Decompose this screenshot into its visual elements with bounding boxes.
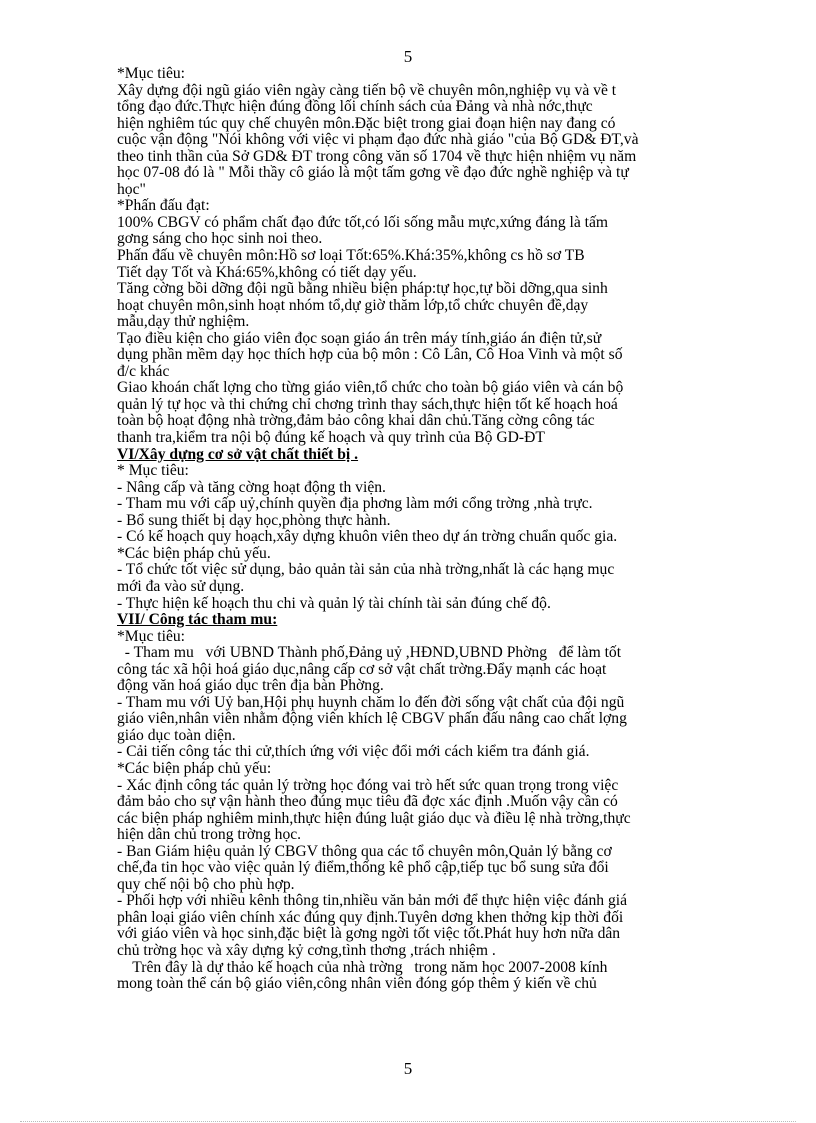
list-item: - Cải tiến công tác thi cử,thích ứng với việc đổi mới cách kiểm tra đánh giá. — [117, 743, 590, 761]
text-line: tổng đạo đức.Thực hiện đúng đồng lối chính sách của Đảng và nhà nớc,thực — [117, 98, 593, 116]
text-line: công tác xã hội hoá giáo dục,nâng cấp cơ sở vật chất trờng.Đẩy mạnh các hoạt — [117, 660, 607, 678]
text-line: với giáo viên và học sinh,đặc biệt là gơng ngời tốt việc tốt.Phát huy hơn nữa dân — [117, 925, 621, 943]
text-line: đ/c khác — [117, 362, 170, 380]
page-number-top: 5 — [403, 47, 413, 66]
text-line: giáo dục toàn diện. — [117, 726, 236, 744]
text-line: mẫu,dạy thử nghiệm. — [117, 313, 250, 331]
text-line: học 07-08 đó là " Mỗi thầy cô giáo là một tấm gơng về đạo đức nghề nghiệp và tự — [117, 164, 629, 182]
text-line: hiện nghiêm túc quy chế chuyên môn.Đặc biệt trong giai đoạn hiện nay đang có — [117, 114, 616, 132]
section-heading: VI/Xây dựng cơ sở vật chất thiết bị . — [117, 445, 359, 463]
text-line: cuộc vận động "Nói không với việc vi phạm đạo đức nhà giáo "của Bộ GD& ĐT,và — [117, 131, 639, 149]
text-line: Tăng cờng bồi dỡng đội ngũ bằng nhiều biện pháp:tự học,tự bồi dỡng,qua sinh — [117, 280, 608, 298]
list-item: - Phối hợp với nhiều kênh thông tin,nhiều văn bản mới để thực hiện việc đánh giá — [117, 892, 628, 910]
text-line: chế,đa tin học vào việc quản lý điểm,thống kê phổ cập,tiếp tục bổ sung sửa đổi — [117, 859, 609, 877]
text-line: Phấn đấu về chuyên môn:Hồ sơ loại Tốt:65%.Khá:35%,không cs hồ sơ TB — [117, 247, 585, 265]
text-line: *Mục tiêu: — [117, 627, 185, 645]
text-line: *Phấn đấu đạt: — [117, 197, 210, 215]
page-number-bottom: 5 — [403, 1059, 413, 1078]
text-line: gơng sáng cho học sinh noi theo. — [117, 230, 323, 248]
list-item: - Thực hiện kế hoạch thu chi và quản lý tài chính tài sản đúng chế độ. — [117, 594, 551, 612]
list-item: - Tham mu với cấp uỷ,chính quyền địa phơng làm mới cổng trờng ,nhà trực. — [117, 495, 593, 513]
text-line: mới đa vào sử dụng. — [117, 577, 245, 595]
text-line: Tạo điều kiện cho giáo viên đọc soạn giáo án trên máy tính,giáo án điện tử,sử — [117, 329, 602, 347]
list-item: - Có kế hoạch quy hoạch,xây dựng khuôn viên theo dự án trờng chuẩn quốc gia. — [117, 528, 618, 546]
text-line: theo tinh thần của Sở GD& ĐT trong công văn số 1704 về thực hiện nhiệm vụ năm — [117, 147, 637, 165]
text-line: giáo viên,nhân viên nhằm động viên khích lệ CBGV phấn đấu nâng cao chất lợng — [117, 710, 627, 728]
text-line: mong toàn thể cán bộ giáo viên,công nhân viên đóng góp thêm ý kiến về chủ — [117, 975, 597, 993]
text-line: học" — [117, 180, 146, 198]
text-line: 100% CBGV có phẩm chất đạo đức tốt,có lối sống mẫu mực,xứng đáng là tấm — [117, 213, 609, 231]
list-item: - Tham mu với UBND Thành phố,Đảng uỷ ,HĐND,UBND Phờng để làm tốt — [117, 644, 622, 662]
text-line: chủ trờng học và xây dựng kỷ cơng,tình thơng ,trách nhiệm . — [117, 941, 496, 959]
text-line: hiện dân chủ trong trờng học. — [117, 826, 302, 844]
list-item: - Xác định công tác quản lý trờng học đóng vai trò hết sức quan trọng trong việc — [117, 776, 619, 794]
text-line: *Các biện pháp chủ yếu: — [117, 759, 272, 777]
text-line: hoạt chuyên môn,sinh hoạt nhóm tổ,dự giờ thăm lớp,tổ chức chuyên đề,dạy — [117, 296, 589, 314]
list-item: - Tham mu với Uỷ ban,Hội phụ huynh chăm lo đến đời sống vật chất của đội ngũ — [117, 693, 625, 711]
text-line: động văn hoá giáo dục trên địa bàn Phờng. — [117, 677, 384, 695]
text-line: Tiết dạy Tốt và Khá:65%,không có tiết dạy yếu. — [117, 263, 417, 281]
section-heading: VII/ Công tác tham mu: — [117, 611, 278, 629]
list-item: - Tổ chức tốt việc sử dụng, bảo quản tài sản của nhà trờng,nhất là các hạng mục — [117, 561, 615, 579]
text-line: Trên đây là dự thảo kế hoạch của nhà trờng trong năm học 2007-2008 kính — [117, 958, 608, 976]
page-bottom-divider — [20, 1121, 796, 1122]
list-item: - Nâng cấp và tăng cờng hoạt động th viện. — [117, 478, 386, 496]
text-line: đảm bảo cho sự vận hành theo đúng mục tiêu đã đợc xác định .Muốn vậy cần có — [117, 793, 618, 811]
text-line: toàn bộ hoạt động nhà trờng,đảm bảo công khai dân chủ.Tăng cờng công tác — [117, 412, 595, 430]
text-line: Xây dựng đội ngũ giáo viên ngày càng tiến bộ về chuyên môn,nghiệp vụ và về t — [117, 81, 617, 99]
text-line: dụng phần mềm dạy học thích hợp của bộ môn : Cô Lân, Cô Hoa Vinh và một số — [117, 346, 623, 364]
list-item: - Ban Giám hiệu quản lý CBGV thông qua các tổ chuyên môn,Quản lý bằng cơ — [117, 842, 612, 860]
list-item: - Bổ sung thiết bị dạy học,phòng thực hành. — [117, 511, 391, 529]
text-line: phân loại giáo viên chính xác đúng quy định.Tuyên dơng khen thởng kịp thời đối — [117, 908, 624, 926]
document-body — [117, 66, 785, 993]
text-line: các biện pháp nghiêm minh,thực hiện đúng luật giáo dục và điều lệ nhà trờng,thực — [117, 809, 631, 827]
text-line: Giao khoán chất lợng cho từng giáo viên,tổ chức cho toàn bộ giáo viên và cán bộ — [117, 379, 624, 397]
text-line: * Mục tiêu: — [117, 462, 189, 480]
text-line: quy chế nội bộ cho phù hợp. — [117, 875, 295, 893]
text-line: *Mục tiêu: — [117, 65, 185, 82]
text-line: quản lý tự học và thi chứng chỉ chơng trình thay sách,thực hiện tốt kế hoạch hoá — [117, 395, 618, 413]
text-line: thanh tra,kiểm tra nội bộ đúng kế hoạch và quy trình của Bộ GD-ĐT — [117, 429, 545, 447]
text-line: *Các biện pháp chủ yếu. — [117, 544, 271, 562]
